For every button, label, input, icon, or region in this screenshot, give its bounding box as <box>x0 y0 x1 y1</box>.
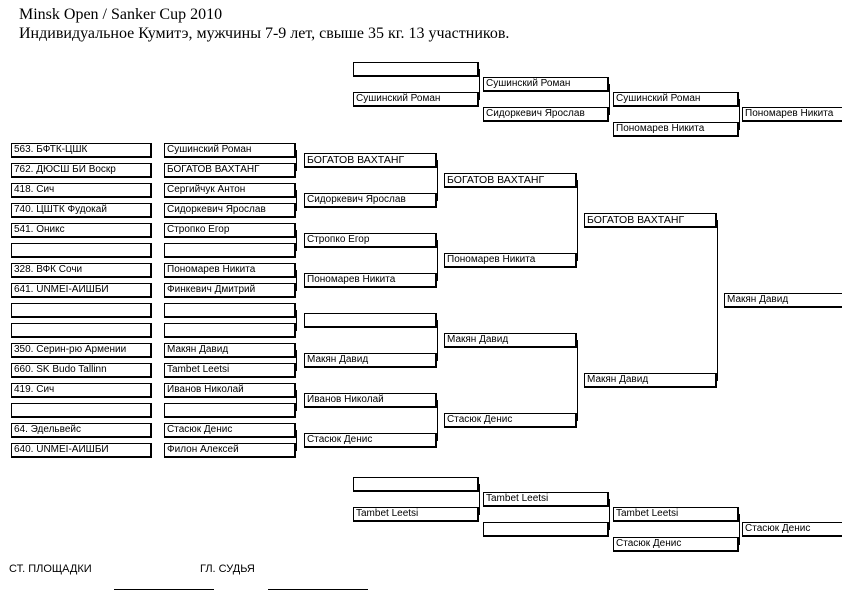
round2-winner-cell <box>304 313 437 328</box>
bracket-connector <box>296 350 297 371</box>
bracket-connector <box>296 310 297 331</box>
club-cell: 762. ДЮСШ БИ Воскр <box>11 163 152 178</box>
repechage-top-cell: Сидоркевич Ярослав <box>483 107 609 122</box>
final-winner-cell: Макян Давид <box>724 293 842 308</box>
club-cell: 64. Эдельвейс <box>11 423 152 438</box>
round2-winner-cell: Сидоркевич Ярослав <box>304 193 437 208</box>
round2-winner-cell: Макян Давид <box>304 353 437 368</box>
round2-winner-cell: Стасюк Денис <box>304 433 437 448</box>
page-title: Minsk Open / Sanker Cup 2010 <box>19 6 223 23</box>
bracket-connector <box>437 400 438 441</box>
bracket-connector <box>296 230 297 251</box>
bracket-connector <box>479 484 480 515</box>
club-cell: 350. Серин-рю Армении <box>11 343 152 358</box>
club-cell: 419. Сич <box>11 383 152 398</box>
quarterfinal-cell: БОГАТОВ ВАХТАНГ <box>444 173 577 188</box>
repechage-top-cell: Сушинский Роман <box>353 92 479 107</box>
competitor-cell: Стропко Егор <box>164 223 296 238</box>
competitor-cell <box>164 323 296 338</box>
quarterfinal-cell: Пономарев Никита <box>444 253 577 268</box>
club-cell: 660. SK Budo Tallinn <box>11 363 152 378</box>
club-cell <box>11 323 152 338</box>
club-cell: 328. ВФК Сочи <box>11 263 152 278</box>
bracket-connector <box>296 430 297 451</box>
bracket-connector <box>437 320 438 361</box>
club-cell <box>11 403 152 418</box>
bracket-connector <box>437 240 438 281</box>
page-subtitle: Индивидуальное Кумитэ, мужчины 7-9 лет, свыше 35 кг. 13 участников. <box>19 25 510 42</box>
club-cell: 418. Сич <box>11 183 152 198</box>
repechage-bottom-cell: Tambet Leetsi <box>613 507 739 522</box>
repechage-bottom-cell <box>353 477 479 492</box>
competitor-cell: Иванов Николай <box>164 383 296 398</box>
round2-winner-cell: БОГАТОВ ВАХТАНГ <box>304 153 437 168</box>
quarterfinal-cell: Стасюк Денис <box>444 413 577 428</box>
competitor-cell: Пономарев Никита <box>164 263 296 278</box>
bracket-connector <box>609 499 610 530</box>
site-chief-signature-line <box>114 589 214 590</box>
bracket-connector <box>296 390 297 411</box>
chief-judge-signature-line <box>268 589 368 590</box>
competitor-cell: Макян Давид <box>164 343 296 358</box>
bracket-connector <box>296 270 297 291</box>
repechage-top-cell: Сушинский Роман <box>613 92 739 107</box>
competitor-cell: Филон Алексей <box>164 443 296 458</box>
site-chief-label: СТ. ПЛОЩАДКИ <box>9 563 92 575</box>
club-cell <box>11 243 152 258</box>
repechage-top-winner: Пономарев Никита <box>742 107 842 122</box>
club-cell: 740. ЦШТК Фудокай <box>11 203 152 218</box>
repechage-bottom-cell: Tambet Leetsi <box>483 492 609 507</box>
repechage-bottom-cell: Стасюк Денис <box>613 537 739 552</box>
competitor-cell: Финкевич Дмитрий <box>164 283 296 298</box>
repechage-top-cell: Сушинский Роман <box>483 77 609 92</box>
chief-judge-label: ГЛ. СУДЬЯ <box>200 563 255 575</box>
repechage-top-cell <box>353 62 479 77</box>
competitor-cell <box>164 303 296 318</box>
club-cell: 641. UNMEI-АИШБИ <box>11 283 152 298</box>
club-cell <box>11 303 152 318</box>
bracket-connector <box>296 190 297 211</box>
bracket-connector <box>296 150 297 171</box>
competitor-cell: БОГАТОВ ВАХТАНГ <box>164 163 296 178</box>
semifinal-cell: БОГАТОВ ВАХТАНГ <box>584 213 717 228</box>
semifinal-cell: Макян Давид <box>584 373 717 388</box>
bracket-connector <box>577 180 578 261</box>
bracket-connector <box>437 160 438 201</box>
competitor-cell <box>164 243 296 258</box>
competitor-cell: Стасюк Денис <box>164 423 296 438</box>
repechage-bottom-cell: Tambet Leetsi <box>353 507 479 522</box>
bracket-connector <box>609 84 610 115</box>
quarterfinal-cell: Макян Давид <box>444 333 577 348</box>
round2-winner-cell: Пономарев Никита <box>304 273 437 288</box>
bracket-connector <box>739 514 740 545</box>
club-cell: 563. БФТК-ЦШК <box>11 143 152 158</box>
repechage-bottom-winner: Стасюк Денис <box>742 522 842 537</box>
repechage-bottom-cell <box>483 522 609 537</box>
bracket-connector <box>479 69 480 100</box>
repechage-top-cell: Пономарев Никита <box>613 122 739 137</box>
bracket-connector <box>717 220 718 381</box>
competitor-cell <box>164 403 296 418</box>
bracket-connector <box>577 340 578 421</box>
club-cell: 640. UNMEI-АИШБИ <box>11 443 152 458</box>
club-cell: 541. Оникс <box>11 223 152 238</box>
bracket-connector <box>739 99 740 130</box>
competitor-cell: Сергийчук Антон <box>164 183 296 198</box>
round2-winner-cell: Стропко Егор <box>304 233 437 248</box>
round2-winner-cell: Иванов Николай <box>304 393 437 408</box>
competitor-cell: Tambet Leetsi <box>164 363 296 378</box>
competitor-cell: Сидоркевич Ярослав <box>164 203 296 218</box>
competitor-cell: Сушинский Роман <box>164 143 296 158</box>
